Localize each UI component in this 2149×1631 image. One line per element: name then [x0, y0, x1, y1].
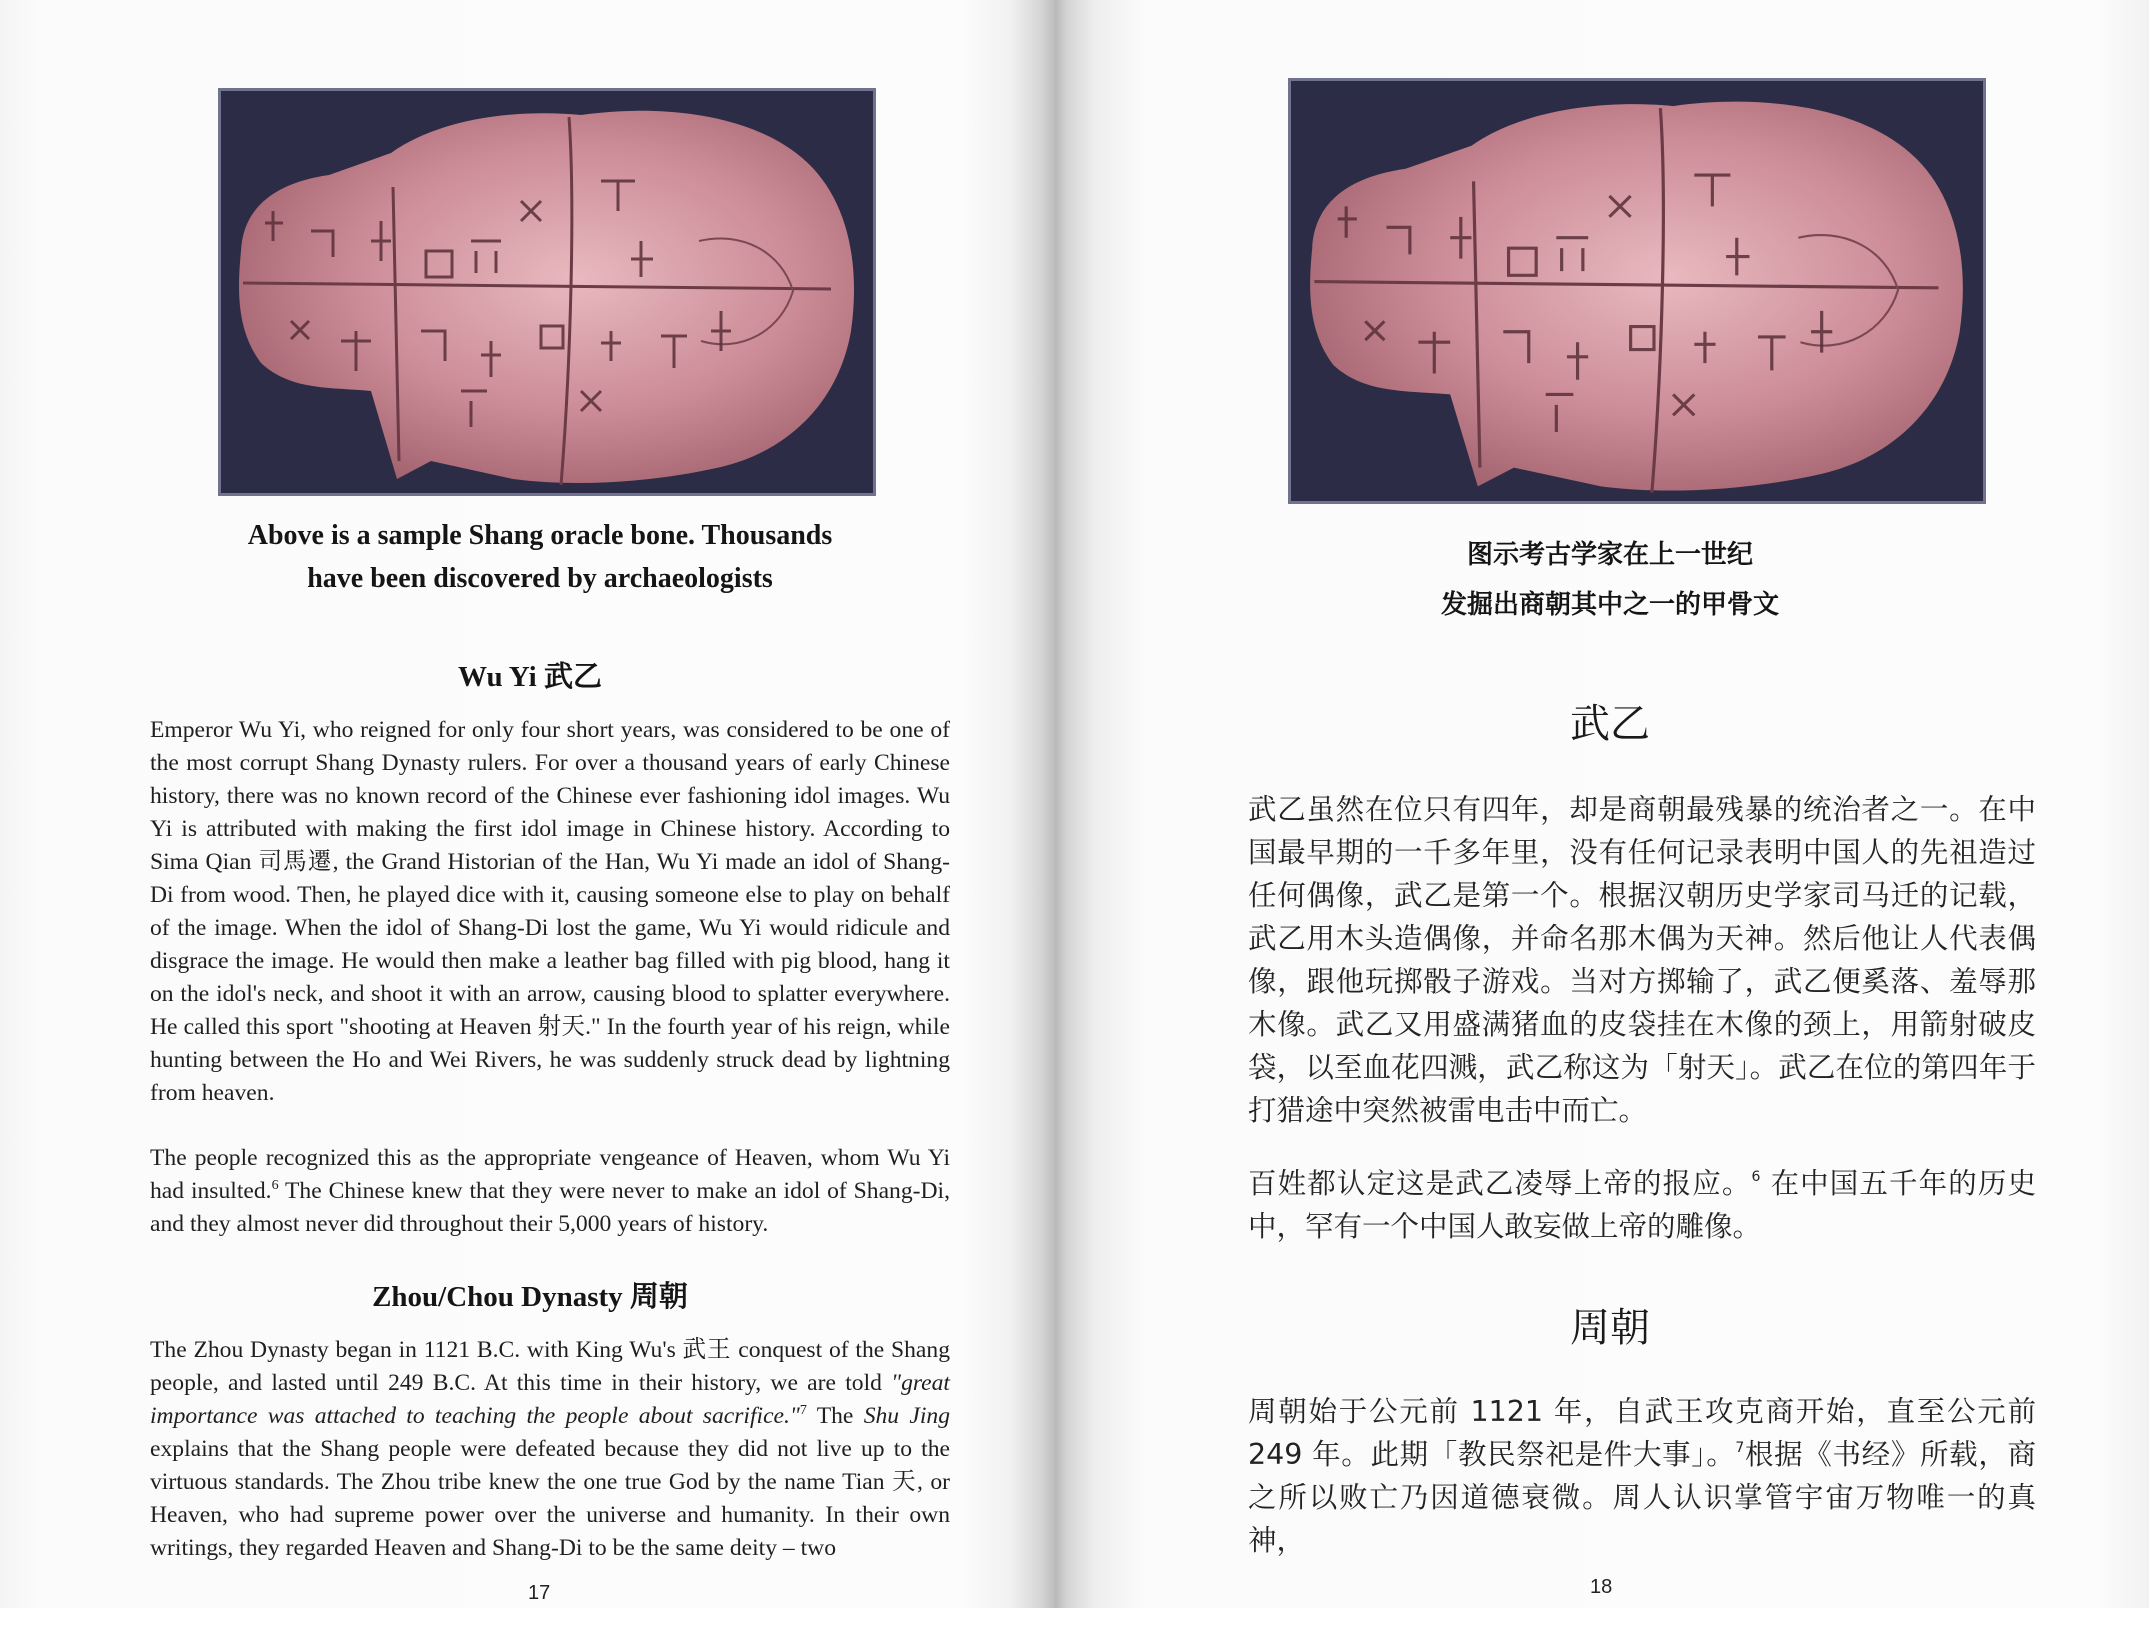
paragraph-zhou-chinese — [1188, 1390, 2036, 1562]
section-heading-zhou-chinese: 周朝 — [1570, 1305, 1650, 1351]
scan-margin — [0, 1608, 2149, 1631]
footnote-marker: 6 — [271, 1178, 279, 1193]
section-heading-wu-yi: Wu Yi 武乙 — [458, 661, 602, 693]
caption-line: Above is a sample Shang oracle bone. Thousands — [247, 520, 833, 551]
caption-line: 图示考古学家在上一世纪 — [1466, 540, 1753, 570]
text-run: 周朝始于公元前 1121 年，自武王攻克商开始，直至公元前 249 年。此期「教民祭祀是件大事」。 — [1248, 1395, 2036, 1471]
oracle-bone-image — [1291, 81, 1983, 501]
text-run: 根据《书经》所载，商之所以败亡乃因道德衰微。周人认识掌管宇宙万物唯一的真神， — [1248, 1438, 2036, 1557]
text-run: The people recognized this as the appropriate vengeance of Heaven, whom Wu Yi had insulted. — [150, 1145, 950, 1204]
caption-line: have been discovered by archaeologists — [307, 563, 773, 594]
text-run: 百姓都认定这是武乙凌辱上帝的报应。 — [1248, 1167, 1752, 1200]
paragraph-text — [1188, 1390, 2036, 1562]
section-heading-wu-yi-chinese: 武乙 — [1570, 701, 1650, 747]
oracle-bone-image — [221, 91, 873, 493]
photo-caption-chinese — [1300, 530, 1920, 630]
oracle-bone-photo-left — [218, 88, 876, 496]
book-title: Shu Jing — [863, 1403, 950, 1429]
paragraph-zhou — [98, 1334, 950, 1565]
photo-caption — [180, 514, 900, 600]
text-run: The Chinese knew that they were never to make an idol of Shang-Di, and they almost never did throughout their 5,000 years of history. — [150, 1178, 950, 1237]
footnote-marker: 6 — [1751, 1169, 1761, 1185]
paragraph-text — [98, 1142, 950, 1241]
footnote-marker: 7 — [799, 1403, 807, 1418]
paragraph-text — [98, 1334, 950, 1565]
quoted-text: "great importance was attached to teaching the people about sacrifice." — [150, 1370, 950, 1429]
caption-line: 发掘出商朝其中之一的甲骨文 — [1440, 590, 1779, 620]
section-heading-zhou: Zhou/Chou Dynasty 周朝 — [372, 1281, 688, 1313]
page-number-left: 17 — [528, 1582, 551, 1604]
paragraph-vengeance-chinese — [1188, 1162, 2036, 1248]
paragraph-vengeance — [98, 1142, 950, 1241]
text-run: The — [806, 1403, 864, 1429]
paragraph-text: Emperor Wu Yi, who reigned for only four short years, was considered to be one of the most corrupt Shang Dynasty rulers. For over a thousand years of early Chinese history, there was no known record of the Chinese ever fashioning idol images. Wu Yi is attributed with making the first idol image in Chinese history. According to Sima Qian 司馬遷, the Grand Historian of the Han, Wu Yi made an idol of Shang-Di from wood. Then, he played dice with it, causing someone else to play on behalf of the image. When the idol of Shang-Di lost the game, Wu Yi would ridicule and disgrace the image. He would then make a leather bag filled with pig blood, hang it on the idol's neck, and shoot it with an arrow, causing blood to splatter everywhere. He called this sport "shooting at Heaven 射天." In the fourth year of his reign, while hunting between the Ho and Wei Rivers, he was suddenly struck dead by lightning from heaven. — [150, 717, 950, 1106]
paragraph-wu-yi — [98, 714, 950, 1110]
footnote-marker: 7 — [1735, 1440, 1745, 1456]
page-number-right: 18 — [1590, 1576, 1613, 1598]
text-run: explains that the Shang people were defeated because they did not live up to the virtuous standards. The Zhou tribe knew the one true God by the name Tian 天, or Heaven, who had supreme power over the universe and humanity. In their own writings, they regarded Heaven and Shang-Di to be the same deity – two — [150, 1436, 950, 1561]
paragraph-text — [1188, 1162, 2036, 1248]
paragraph-wu-yi-chinese — [1188, 788, 2036, 1132]
text-run: 在中国五千年的历史中，罕有一个中国人敢妄做上帝的雕像。 — [1248, 1167, 2036, 1243]
oracle-bone-photo-right — [1288, 78, 1986, 504]
text-run: The Zhou Dynasty began in 1121 B.C. with King Wu's 武王 conquest of the Shang people, and lasted until 249 B.C. At this time in their history, we are told — [150, 1337, 950, 1396]
paragraph-text: 武乙虽然在位只有四年，却是商朝最残暴的统治者之一。在中国最早期的一千多年里，没有任何记录表明中国人的先祖造过任何偶像，武乙是第一个。根据汉朝历史学家司马迁的记载，武乙用木头造偶像，并命名那木偶为天神。然后他让人代表偶像，跟他玩掷骰子游戏。当对方掷输了，武乙便奚落、羞辱那木像。武乙又用盛满猪血的皮袋挂在木像的颈上，用箭射破皮袋，以至血花四溅，武乙称这为「射天」。武乙在位的第四年于打猎途中突然被雷电击中而亡。 — [1248, 793, 2036, 1127]
